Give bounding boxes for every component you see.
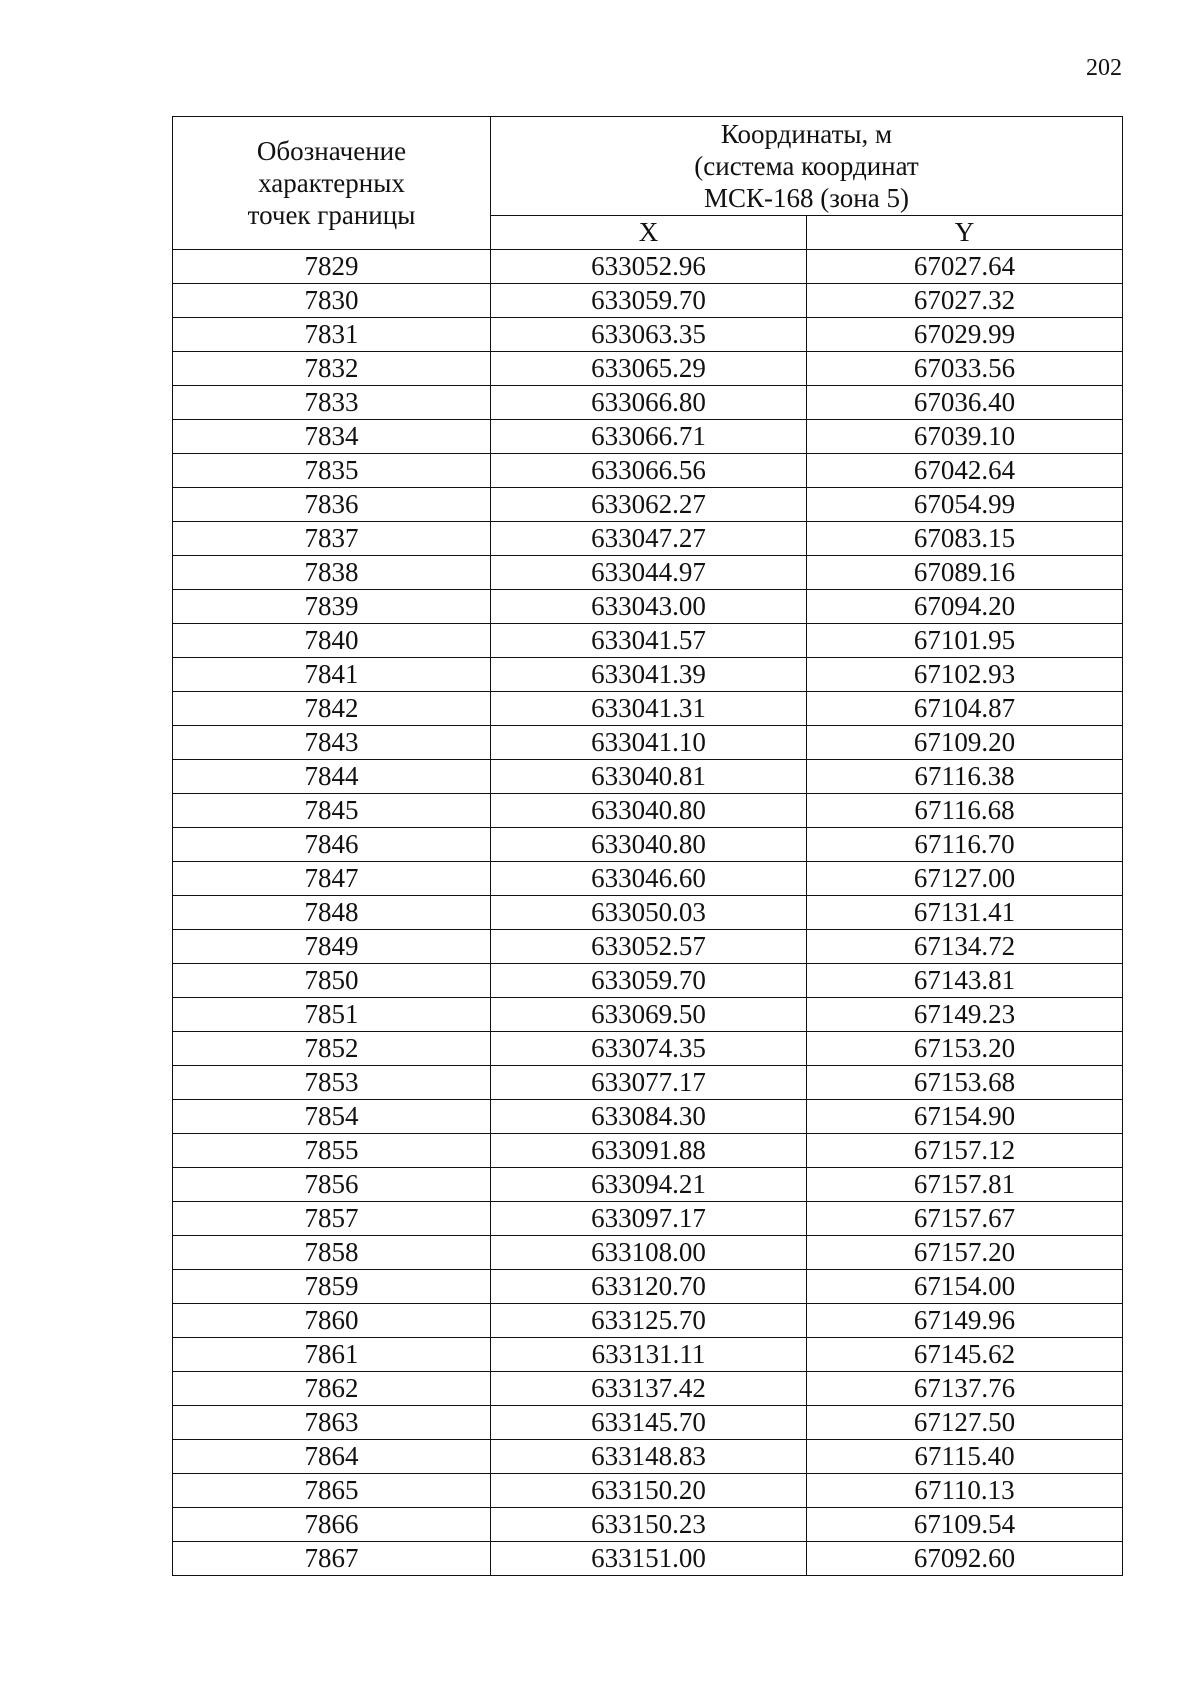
cell-point: 7867 bbox=[173, 1542, 491, 1576]
cell-y: 67127.00 bbox=[807, 862, 1123, 896]
cell-x: 633063.35 bbox=[491, 318, 807, 352]
cell-point: 7831 bbox=[173, 318, 491, 352]
cell-x: 633041.31 bbox=[491, 692, 807, 726]
cell-point: 7857 bbox=[173, 1202, 491, 1236]
table-row bbox=[173, 1270, 1123, 1304]
cell-x: 633145.70 bbox=[491, 1406, 807, 1440]
cell-point: 7866 bbox=[173, 1508, 491, 1542]
cell-point: 7844 bbox=[173, 760, 491, 794]
cell-point: 7862 bbox=[173, 1372, 491, 1406]
cell-y: 67027.32 bbox=[807, 284, 1123, 318]
cell-x: 633069.50 bbox=[491, 998, 807, 1032]
cell-point: 7850 bbox=[173, 964, 491, 998]
table-row bbox=[173, 624, 1123, 658]
cell-y: 67116.38 bbox=[807, 760, 1123, 794]
cell-x: 633151.00 bbox=[491, 1542, 807, 1576]
cell-point: 7838 bbox=[173, 556, 491, 590]
cell-point: 7833 bbox=[173, 386, 491, 420]
table-row bbox=[173, 658, 1123, 692]
cell-y: 67115.40 bbox=[807, 1440, 1123, 1474]
table-row bbox=[173, 964, 1123, 998]
table-row bbox=[173, 896, 1123, 930]
header-x: X bbox=[491, 216, 807, 250]
cell-y: 67104.87 bbox=[807, 692, 1123, 726]
table-row bbox=[173, 1372, 1123, 1406]
table-row bbox=[173, 1134, 1123, 1168]
cell-x: 633094.21 bbox=[491, 1168, 807, 1202]
header-coords-line-2: (система координат bbox=[694, 151, 919, 181]
cell-point: 7856 bbox=[173, 1168, 491, 1202]
table-row bbox=[173, 522, 1123, 556]
table-row bbox=[173, 862, 1123, 896]
cell-x: 633131.11 bbox=[491, 1338, 807, 1372]
cell-y: 67154.00 bbox=[807, 1270, 1123, 1304]
table-body bbox=[173, 250, 1123, 1576]
cell-y: 67134.72 bbox=[807, 930, 1123, 964]
table-row bbox=[173, 998, 1123, 1032]
cell-point: 7863 bbox=[173, 1406, 491, 1440]
cell-point: 7865 bbox=[173, 1474, 491, 1508]
table-row bbox=[173, 692, 1123, 726]
cell-y: 67153.20 bbox=[807, 1032, 1123, 1066]
cell-y: 67154.90 bbox=[807, 1100, 1123, 1134]
cell-y: 67137.76 bbox=[807, 1372, 1123, 1406]
cell-point: 7837 bbox=[173, 522, 491, 556]
table-row bbox=[173, 386, 1123, 420]
cell-y: 67157.67 bbox=[807, 1202, 1123, 1236]
cell-point: 7839 bbox=[173, 590, 491, 624]
cell-point: 7852 bbox=[173, 1032, 491, 1066]
cell-y: 67157.20 bbox=[807, 1236, 1123, 1270]
cell-x: 633150.20 bbox=[491, 1474, 807, 1508]
cell-y: 67127.50 bbox=[807, 1406, 1123, 1440]
table-row bbox=[173, 454, 1123, 488]
cell-x: 633052.96 bbox=[491, 250, 807, 284]
cell-point: 7859 bbox=[173, 1270, 491, 1304]
cell-x: 633040.80 bbox=[491, 828, 807, 862]
cell-y: 67157.81 bbox=[807, 1168, 1123, 1202]
cell-y: 67157.12 bbox=[807, 1134, 1123, 1168]
table-row bbox=[173, 930, 1123, 964]
cell-y: 67027.64 bbox=[807, 250, 1123, 284]
header-y: Y bbox=[807, 216, 1123, 250]
cell-y: 67109.20 bbox=[807, 726, 1123, 760]
cell-y: 67029.99 bbox=[807, 318, 1123, 352]
table-header bbox=[173, 117, 1123, 250]
cell-x: 633041.10 bbox=[491, 726, 807, 760]
table-row bbox=[173, 488, 1123, 522]
table-row bbox=[173, 1202, 1123, 1236]
cell-point: 7864 bbox=[173, 1440, 491, 1474]
cell-point: 7848 bbox=[173, 896, 491, 930]
table-row bbox=[173, 794, 1123, 828]
cell-x: 633065.29 bbox=[491, 352, 807, 386]
table-row bbox=[173, 1304, 1123, 1338]
header-coords-line-1: Координаты, м bbox=[720, 119, 893, 149]
cell-point: 7858 bbox=[173, 1236, 491, 1270]
table-row bbox=[173, 760, 1123, 794]
cell-point: 7847 bbox=[173, 862, 491, 896]
cell-point: 7840 bbox=[173, 624, 491, 658]
cell-y: 67110.13 bbox=[807, 1474, 1123, 1508]
cell-y: 67143.81 bbox=[807, 964, 1123, 998]
cell-y: 67145.62 bbox=[807, 1338, 1123, 1372]
table-row bbox=[173, 1338, 1123, 1372]
cell-x: 633046.60 bbox=[491, 862, 807, 896]
header-designation-line-3: точек границы bbox=[247, 200, 416, 230]
table-row bbox=[173, 1440, 1123, 1474]
cell-x: 633066.71 bbox=[491, 420, 807, 454]
cell-point: 7843 bbox=[173, 726, 491, 760]
cell-point: 7855 bbox=[173, 1134, 491, 1168]
table-row bbox=[173, 1474, 1123, 1508]
cell-y: 67109.54 bbox=[807, 1508, 1123, 1542]
cell-point: 7851 bbox=[173, 998, 491, 1032]
cell-y: 67149.96 bbox=[807, 1304, 1123, 1338]
table-row bbox=[173, 590, 1123, 624]
cell-y: 67036.40 bbox=[807, 386, 1123, 420]
cell-point: 7836 bbox=[173, 488, 491, 522]
cell-x: 633040.81 bbox=[491, 760, 807, 794]
cell-x: 633091.88 bbox=[491, 1134, 807, 1168]
cell-x: 633044.97 bbox=[491, 556, 807, 590]
cell-x: 633050.03 bbox=[491, 896, 807, 930]
cell-x: 633066.80 bbox=[491, 386, 807, 420]
cell-x: 633108.00 bbox=[491, 1236, 807, 1270]
cell-point: 7834 bbox=[173, 420, 491, 454]
cell-point: 7832 bbox=[173, 352, 491, 386]
cell-y: 67039.10 bbox=[807, 420, 1123, 454]
cell-y: 67131.41 bbox=[807, 896, 1123, 930]
page-number: 202 bbox=[1086, 55, 1122, 81]
header-designation-line-1: Обозначение bbox=[256, 136, 407, 166]
header-coordinates bbox=[491, 117, 1123, 216]
cell-y: 67094.20 bbox=[807, 590, 1123, 624]
cell-x: 633066.56 bbox=[491, 454, 807, 488]
cell-x: 633137.42 bbox=[491, 1372, 807, 1406]
table-row bbox=[173, 352, 1123, 386]
cell-point: 7854 bbox=[173, 1100, 491, 1134]
table-row bbox=[173, 1508, 1123, 1542]
table-row bbox=[173, 284, 1123, 318]
cell-y: 67033.56 bbox=[807, 352, 1123, 386]
cell-x: 633084.30 bbox=[491, 1100, 807, 1134]
cell-point: 7849 bbox=[173, 930, 491, 964]
table-row bbox=[173, 1542, 1123, 1576]
cell-x: 633150.23 bbox=[491, 1508, 807, 1542]
cell-x: 633047.27 bbox=[491, 522, 807, 556]
table-row bbox=[173, 420, 1123, 454]
cell-point: 7830 bbox=[173, 284, 491, 318]
table-row bbox=[173, 726, 1123, 760]
table-row bbox=[173, 1066, 1123, 1100]
header-designation-line-2: характерных bbox=[258, 168, 405, 198]
table-row bbox=[173, 318, 1123, 352]
cell-x: 633148.83 bbox=[491, 1440, 807, 1474]
cell-x: 633041.39 bbox=[491, 658, 807, 692]
table-row bbox=[173, 556, 1123, 590]
cell-point: 7845 bbox=[173, 794, 491, 828]
cell-point: 7841 bbox=[173, 658, 491, 692]
cell-x: 633043.00 bbox=[491, 590, 807, 624]
cell-y: 67042.64 bbox=[807, 454, 1123, 488]
table-row bbox=[173, 1100, 1123, 1134]
table-row bbox=[173, 250, 1123, 284]
cell-y: 67089.16 bbox=[807, 556, 1123, 590]
table-row bbox=[173, 1032, 1123, 1066]
cell-y: 67054.99 bbox=[807, 488, 1123, 522]
table-row bbox=[173, 828, 1123, 862]
table-row bbox=[173, 1406, 1123, 1440]
cell-x: 633059.70 bbox=[491, 964, 807, 998]
table-row bbox=[173, 1168, 1123, 1202]
cell-x: 633077.17 bbox=[491, 1066, 807, 1100]
cell-x: 633074.35 bbox=[491, 1032, 807, 1066]
cell-x: 633062.27 bbox=[491, 488, 807, 522]
cell-x: 633120.70 bbox=[491, 1270, 807, 1304]
cell-y: 67116.70 bbox=[807, 828, 1123, 862]
cell-point: 7846 bbox=[173, 828, 491, 862]
cell-x: 633097.17 bbox=[491, 1202, 807, 1236]
cell-y: 67083.15 bbox=[807, 522, 1123, 556]
cell-y: 67153.68 bbox=[807, 1066, 1123, 1100]
header-coords-line-3: МСК-168 (зона 5) bbox=[704, 183, 909, 213]
cell-y: 67149.23 bbox=[807, 998, 1123, 1032]
cell-y: 67102.93 bbox=[807, 658, 1123, 692]
cell-point: 7835 bbox=[173, 454, 491, 488]
cell-x: 633052.57 bbox=[491, 930, 807, 964]
coordinates-table bbox=[172, 116, 1123, 1576]
cell-point: 7861 bbox=[173, 1338, 491, 1372]
header-point-designation bbox=[173, 117, 491, 250]
table-row bbox=[173, 1236, 1123, 1270]
cell-x: 633125.70 bbox=[491, 1304, 807, 1338]
cell-y: 67101.95 bbox=[807, 624, 1123, 658]
cell-point: 7842 bbox=[173, 692, 491, 726]
cell-point: 7853 bbox=[173, 1066, 491, 1100]
cell-x: 633059.70 bbox=[491, 284, 807, 318]
cell-point: 7860 bbox=[173, 1304, 491, 1338]
cell-y: 67092.60 bbox=[807, 1542, 1123, 1576]
cell-y: 67116.68 bbox=[807, 794, 1123, 828]
cell-point: 7829 bbox=[173, 250, 491, 284]
cell-x: 633040.80 bbox=[491, 794, 807, 828]
cell-x: 633041.57 bbox=[491, 624, 807, 658]
